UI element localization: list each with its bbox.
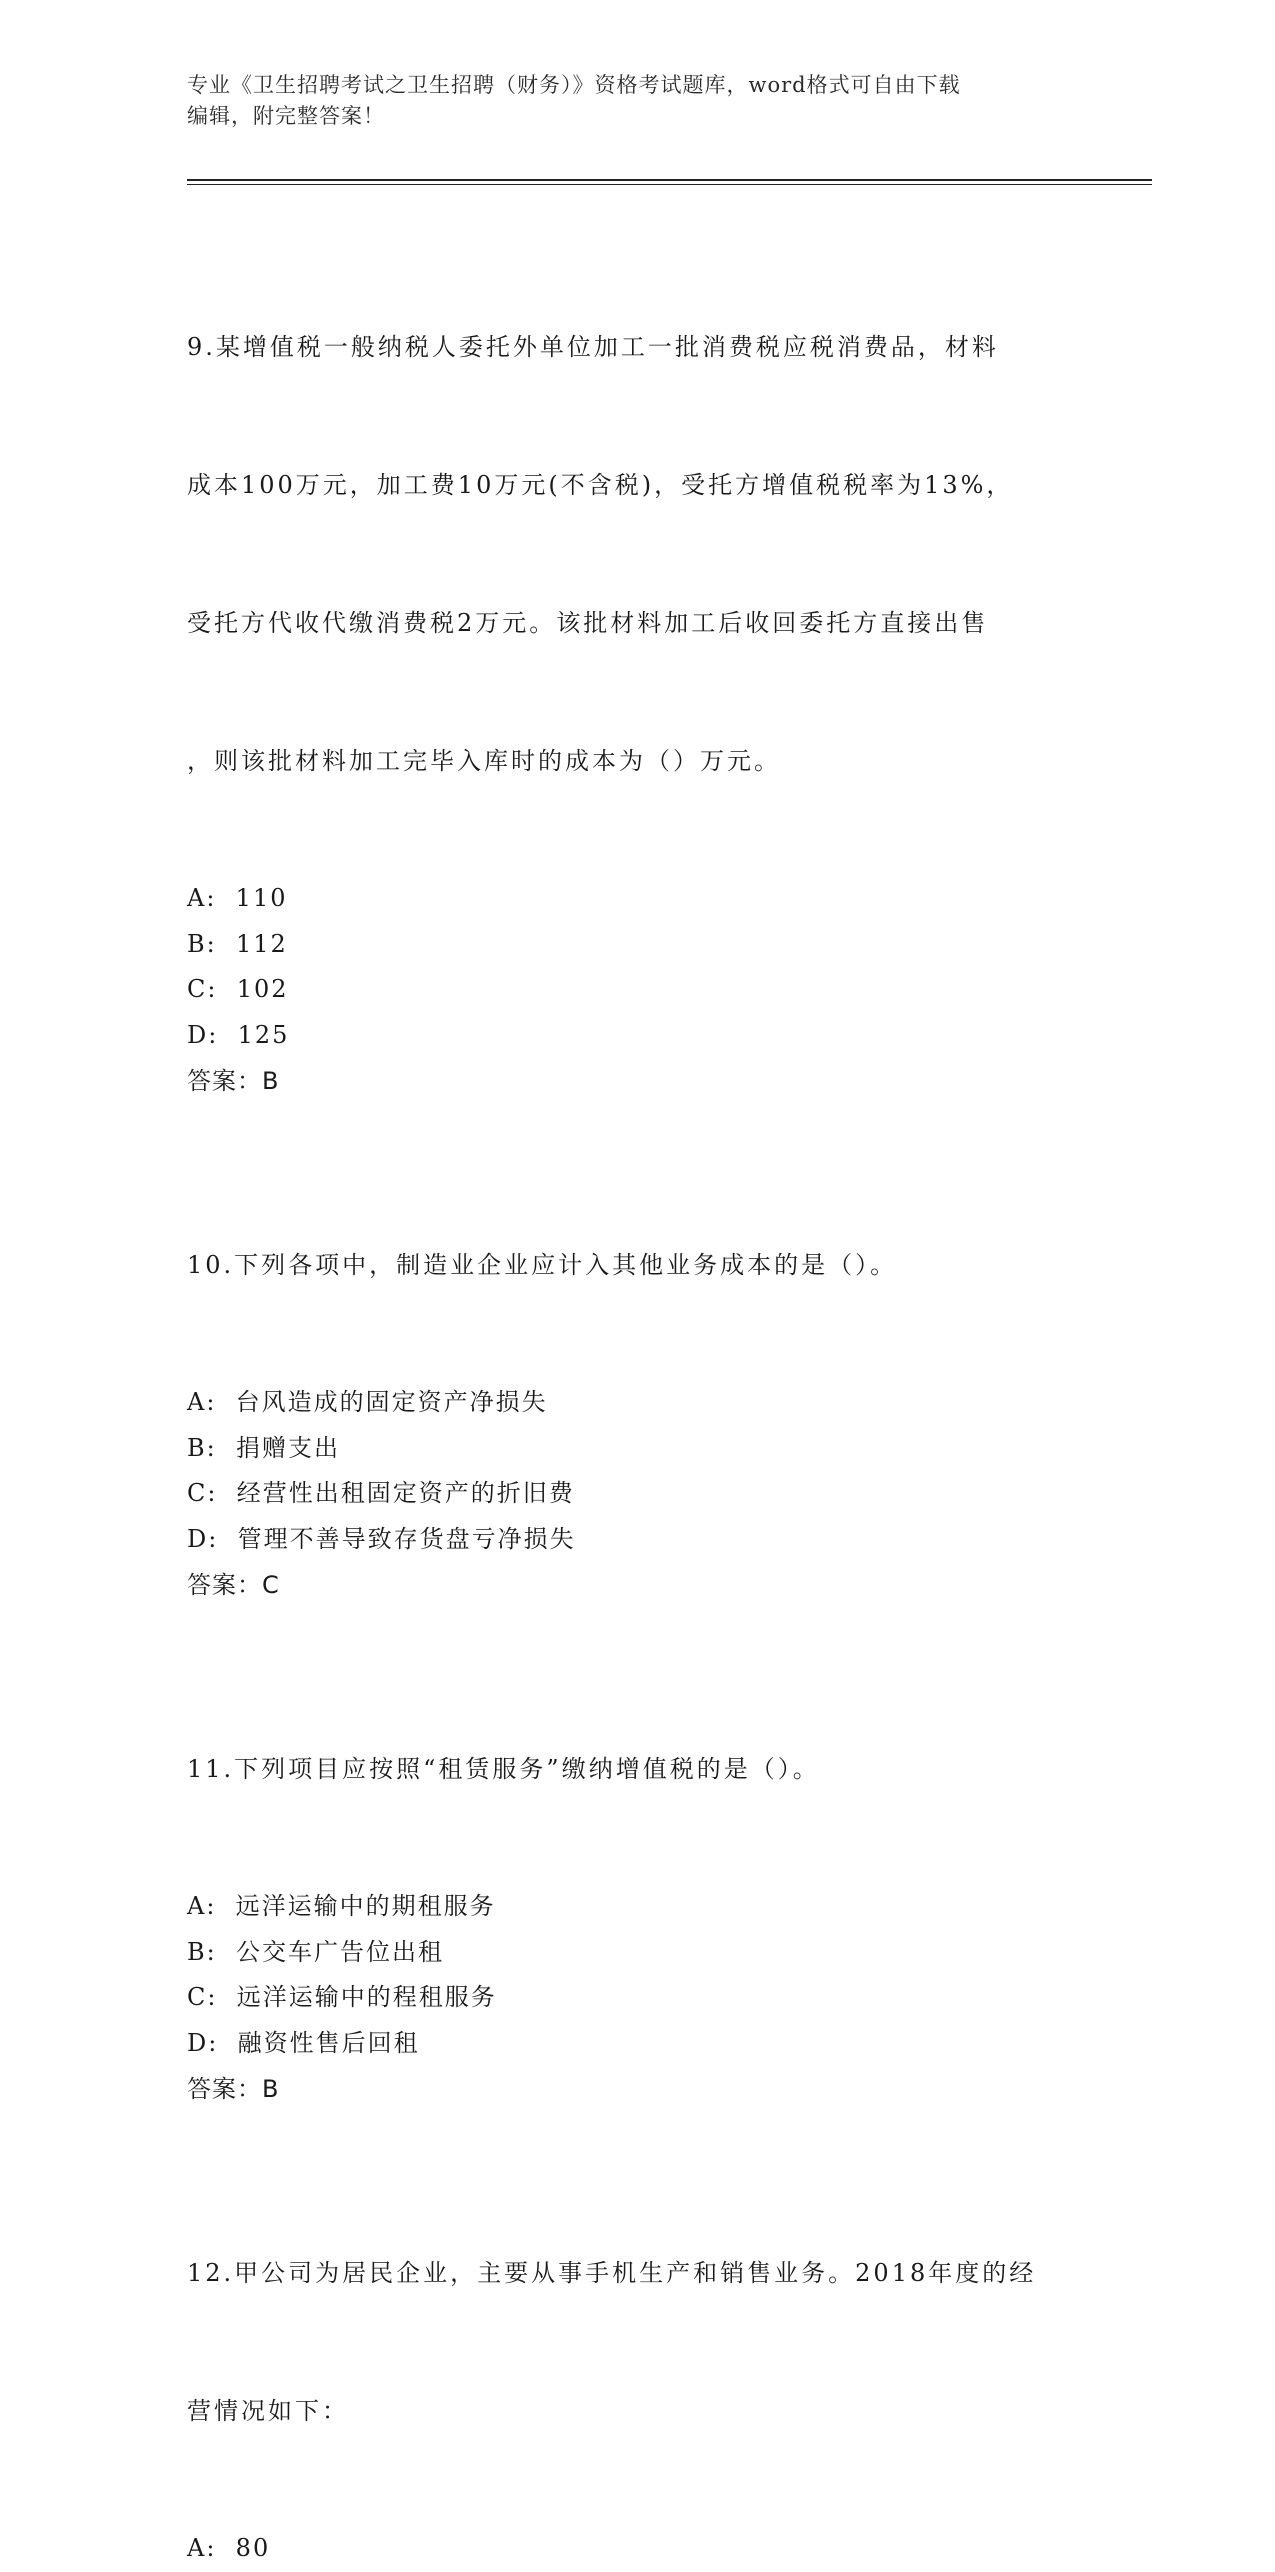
option-b: B: 112 [187,929,288,958]
question-line: ，则该批材料加工完毕入库时的成本为（）万元。 [187,747,781,775]
answer: 答案：C [187,1571,280,1599]
question-text [187,1150,1087,1380]
question-11 [187,1654,1087,2112]
spacer [187,1608,1087,1654]
question-list [187,232,1087,2572]
option-b: B: 捐赠支出 [187,1433,340,1462]
header-divider-top [187,179,1152,181]
option-c: C: 远洋运输中的程租服务 [187,1983,497,2011]
header-line-2: 编辑，附完整答案！ [187,104,385,128]
answer: 答案：B [187,2075,280,2103]
option-a: A: 台风造成的固定资产净损失 [187,1388,548,1416]
question-10 [187,1150,1087,1608]
question-text [187,2158,1087,2526]
question-line: 11.下列项目应按照“租赁服务”缴纳增值税的是（）。 [187,1755,820,1783]
option-c: C: 经营性出租固定资产的折旧费 [187,1479,575,1507]
question-text [187,1654,1087,1884]
option-a: A: 80 [187,2534,271,2562]
question-12 [187,2158,1087,2572]
option-b: B: 公交车广告位出租 [187,1937,444,1966]
header-line-1: 专业《卫生招聘考试之卫生招聘（财务）》资格考试题库，word格式可自由下载 [187,73,961,97]
question-line: 成本100万元，加工费10万元(不含税)，受托方增值税税率为13%， [187,471,1014,499]
question-line: 9.某增值税一般纳税人委托外单位加工一批消费税应税消费品，材料 [187,333,999,361]
option-d: D: 管理不善导致存货盘亏净损失 [187,1524,576,1553]
spacer [187,2112,1087,2158]
option-d: D: 融资性售后回租 [187,2028,420,2057]
document-header [187,70,1087,132]
question-text [187,232,1087,876]
header-divider-bottom [187,184,1152,185]
question-line: 营情况如下： [187,2397,349,2425]
question-line: 12.甲公司为居民企业，主要从事手机生产和销售业务。2018年度的经 [187,2259,1037,2287]
question-9 [187,232,1087,1104]
answer: 答案：B [187,1067,280,1095]
spacer [187,1104,1087,1150]
question-line: 受托方代收代缴消费税2万元。该批材料加工后收回委托方直接出售 [187,609,989,637]
option-d: D: 125 [187,1020,290,1049]
question-line: 10.下列各项中，制造业企业应计入其他业务成本的是（）。 [187,1251,898,1279]
option-a: A: 110 [187,884,288,912]
option-c: C: 102 [187,975,289,1003]
option-a: A: 远洋运输中的期租服务 [187,1892,496,1920]
